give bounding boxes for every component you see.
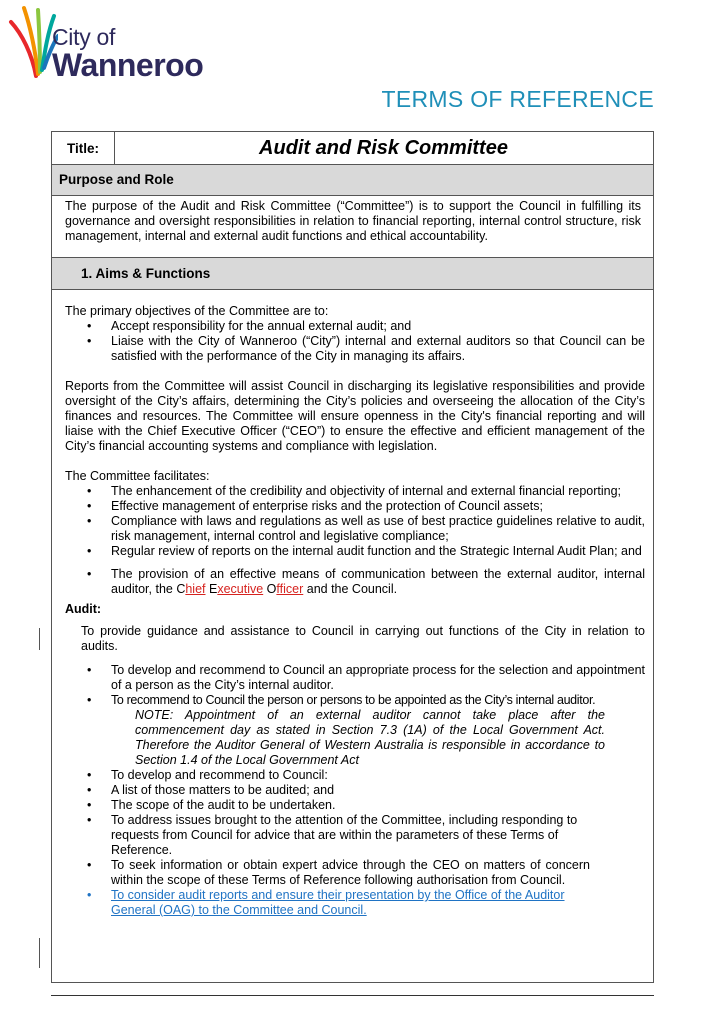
provision-text: The provision of an effective means of communication between the external auditor, internal auditor, the C <box>111 567 645 596</box>
purpose-text: The purpose of the Audit and Risk Committee (“Committee”) is to support the Council in fulfilling its governance and oversight responsibilities in relation to financial reporting, internal control structure, risk management, internal and external audit functions and ethical accountability. <box>52 196 653 258</box>
list-item <box>65 888 645 918</box>
list-item: • To seek information or obtain expert advice through the CEO on matters of concern within the scope of these Terms of Reference following authorisation from Council. <box>65 858 645 888</box>
revision-bar <box>39 938 40 968</box>
list-item: • The enhancement of the credibility and objectivity of internal and external financial reporting; <box>65 484 645 499</box>
objectives-intro: The primary objectives of the Committee are to: <box>65 304 329 318</box>
list-item: • To develop and recommend to Council an appropriate process for the selection and appointment of a person as the City’s internal auditor. <box>65 663 645 693</box>
audit-heading: Audit: <box>65 602 102 616</box>
audit-list-continued <box>65 768 645 918</box>
list-item: • To recommend to Council the person or persons to be appointed as the City’s internal auditor. <box>65 693 645 708</box>
logo-city-text: City of <box>52 24 116 50</box>
objectives-list <box>65 319 645 364</box>
reports-paragraph: Reports from the Committee will assist Council in discharging its legislative responsibilities and provide oversight of the City’s affairs, determining the City’s policies and overseeing the allocation of the City’s finances and resources. The Committee will ensure openness in the City's financial reporting and will liaise with the Chief Executive Officer (“CEO”) to ensure the effective and efficient management of the City’s financial accounting systems and compliance with legislation. <box>65 379 645 453</box>
aims-body <box>52 290 653 918</box>
provision-text: E <box>205 582 218 596</box>
list-item: • A list of those matters to be audited; and <box>65 783 645 798</box>
tracked-change: hief <box>185 582 206 596</box>
list-item: • To address issues brought to the attention of the Committee, including responding to requests from Council for advice that are within the parameters of these Terms of Reference. <box>65 813 645 858</box>
logo-wanneroo-text: Wanneroo <box>52 47 204 83</box>
title-label: Title: <box>52 132 115 164</box>
tracked-change-link[interactable]: To consider audit reports and ensure their presentation by the Office of the Auditor General (OAG) to the Committee and Council. <box>111 888 565 917</box>
list-item: • Compliance with laws and regulations as well as use of best practice guidelines relative to audit, risk management, internal control and legislative compliance; <box>65 514 645 544</box>
list-item: • Regular review of reports on the internal audit function and the Strategic Internal Audit Plan; and <box>65 544 645 559</box>
aims-heading: 1. Aims & Functions <box>52 258 653 290</box>
list-item <box>65 567 645 597</box>
footer-rule <box>51 995 654 996</box>
revision-bar <box>39 628 40 650</box>
list-item: • The scope of the audit to be undertaken. <box>65 798 645 813</box>
logo-emblem-icon <box>8 4 58 79</box>
facilitates-intro: The Committee facilitates: <box>65 469 210 483</box>
facilitates-list <box>65 484 645 597</box>
provision-text: O <box>263 582 277 596</box>
purpose-heading: Purpose and Role <box>52 165 653 196</box>
audit-note: NOTE: Appointment of an external auditor cannot take place after the commencement day as stated in Section 7.3 (1A) of the Local Government Act. Therefore the Auditor General of Western Australia is responsible in accordance to Section 1.4 of the Local Government Act <box>135 708 605 767</box>
tracked-change: xecutive <box>217 582 264 596</box>
tracked-change: fficer <box>276 582 304 596</box>
city-logo <box>8 4 228 82</box>
committee-title: Audit and Risk Committee <box>259 136 508 159</box>
audit-list <box>65 663 645 708</box>
terms-table <box>51 131 654 983</box>
provision-text: and the Council. <box>303 582 398 596</box>
audit-intro: To provide guidance and assistance to Council in carrying out functions of the City in relation to audits. <box>81 624 645 653</box>
list-item: • Liaise with the City of Wanneroo (“City”) internal and external auditors so that Council can be satisfied with the performance of the City in managing its affairs. <box>65 334 645 364</box>
list-item: • Effective management of enterprise risks and the protection of Council assets; <box>65 499 645 514</box>
document-type-heading: TERMS OF REFERENCE <box>381 86 654 112</box>
list-item: • Accept responsibility for the annual external audit; and <box>65 319 645 334</box>
list-item: • To develop and recommend to Council: <box>65 768 645 783</box>
title-row <box>52 132 653 165</box>
